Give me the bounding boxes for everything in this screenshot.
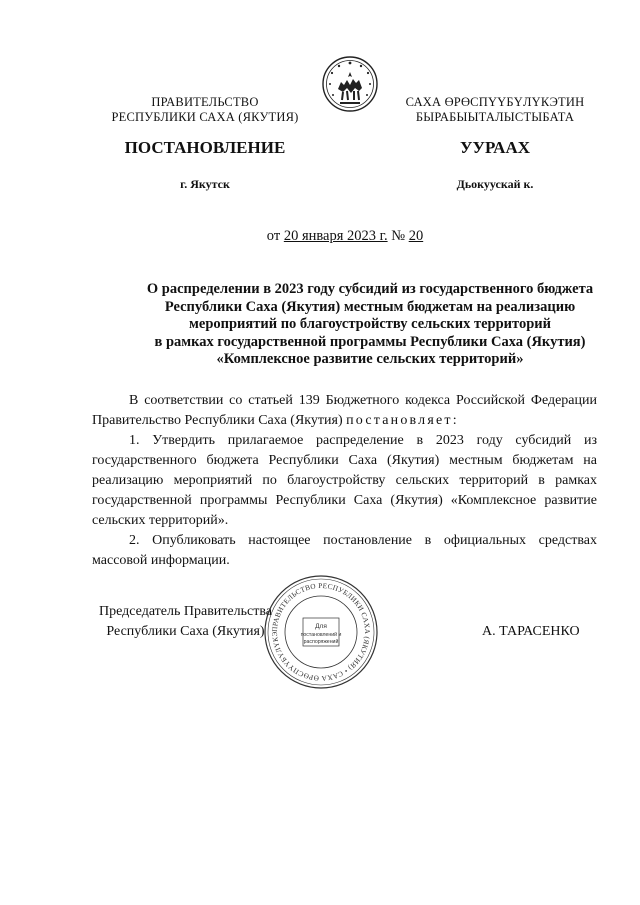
seal-center-line1: Для: [315, 623, 327, 630]
title-line4: в рамках государственной программы Республики Саха (Якутия): [154, 333, 586, 350]
header-left-line1: ПРАВИТЕЛЬСТВО: [151, 95, 259, 109]
document-number: 20: [408, 228, 424, 244]
title-line3: мероприятий по благоустройству сельских территорий: [189, 316, 551, 332]
date-prefix: от: [266, 228, 281, 244]
header-right-line1: САХА ӨРӨСПҮҮБҮЛҮКЭТИН: [405, 95, 585, 109]
title-line2: Республики Саха (Якутия) местным бюджетам на реализацию: [164, 298, 576, 315]
signatory-name: А. ТАРАСЕНКО: [482, 624, 580, 639]
date-value: 20 января 2023 г.: [283, 228, 388, 244]
seal-center-line3: распоряжений: [303, 639, 339, 645]
number-sign: №: [391, 228, 406, 244]
preamble-text: В соответствии со статьей 139 Бюджетного кодекса Российской Федерации Правительство Республики Саха (Якутия): [92, 393, 597, 428]
document-title: [80, 281, 640, 369]
city-right: Дьокуускай к.: [456, 177, 534, 191]
paragraph-item-1: 1. Утвердить прилагаемое распределение в 2023 году субсидий из государственного бюджета Республики Саха (Якутия) местным бюджетам на реализацию мероприятий по благоустройству сельских территорий в рамках государственной программы Республики Саха (Якутия) «Комплексное развитие сельских территорий».: [92, 433, 597, 528]
header-right-line2: БЫРАБЫЫТАЛЫСТЫБАТА: [415, 110, 575, 124]
seal-center-line2: постановлений и: [300, 632, 342, 638]
header-left-line2: РЕСПУБЛИКИ САХА (ЯКУТИЯ): [111, 110, 299, 124]
official-seal-stamp: [262, 573, 380, 691]
document-body: [92, 391, 597, 571]
title-line5: «Комплексное развитие сельских территорий»: [216, 351, 524, 367]
signatory-position: [88, 602, 283, 642]
header-left-org: [95, 95, 315, 125]
paragraph-preamble: [92, 391, 597, 431]
paragraph-item-2: 2. Опубликовать настоящее постановление в официальных средствах массовой информации.: [92, 533, 597, 568]
city-left: г. Якутск: [180, 177, 230, 191]
preamble-resolves: постановляет:: [346, 413, 459, 428]
title-line1: О распределении в 2023 году субсидий из государственного бюджета: [146, 281, 594, 297]
coat-of-arms-emblem: [321, 55, 379, 113]
header-right-org: [380, 95, 610, 125]
date-line: [0, 228, 640, 245]
seal-ring-text: ПРАВИТЕЛЬСТВО РЕСПУБЛИКИ САХА (ЯКУТИЯ) • САХА ӨРӨСПҮҮБҮЛҮКЭ: [270, 581, 372, 683]
signatory-position-line1: Председатель Правительства: [99, 604, 272, 619]
signatory-position-line2: Республики Саха (Якутия): [106, 624, 265, 639]
doc-type-left: ПОСТАНОВЛЕНИЕ: [124, 138, 286, 157]
doc-type-right: УУРААХ: [460, 138, 530, 157]
